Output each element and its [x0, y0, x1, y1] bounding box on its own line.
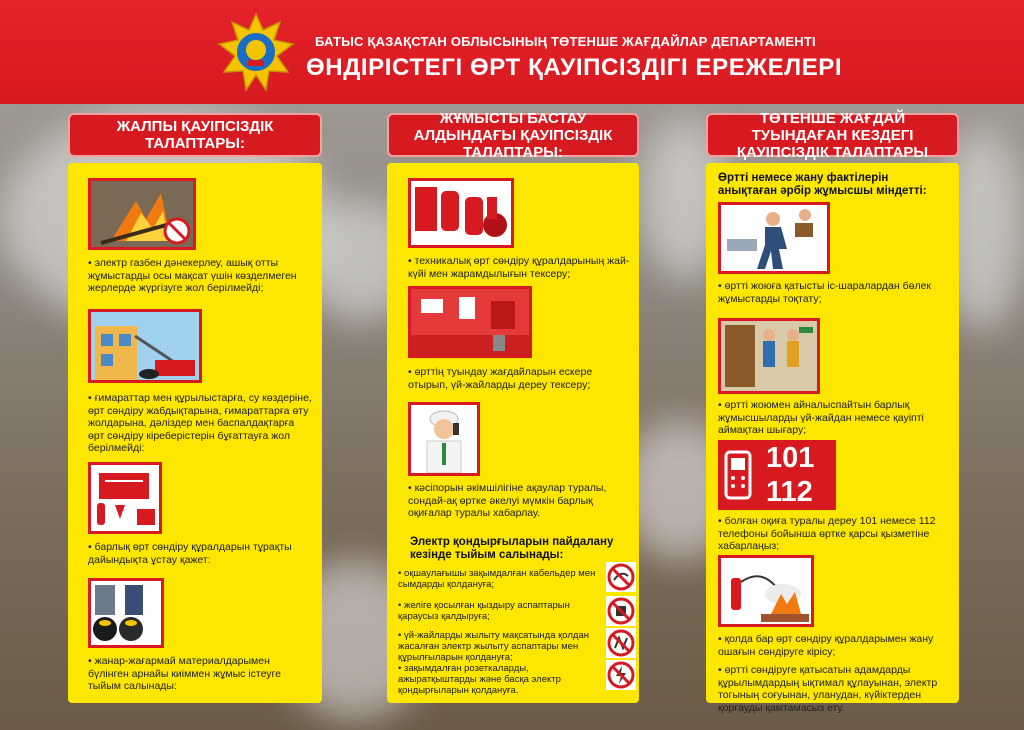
evacuation-icon	[718, 318, 820, 394]
phone-number-112: 112	[766, 476, 813, 508]
department-name: БАТЫС ҚАЗАҚСТАН ОБЛЫСЫНЫҢ ТӨТЕНШЕ ЖАҒДАЙЛАР ДЕПАРТАМЕНТІ	[315, 34, 816, 49]
column-title-before-work: ЖҰМЫСТЫ БАСТАУ АЛДЫНДАҒЫ ҚАУІПСІЗДІК ТАЛАПТАРЫ:	[387, 113, 639, 157]
prohibition-2: • желіге қосылған қыздыру аспаптарын қараусыз қалдыруға;	[398, 600, 570, 622]
page-title: ӨНДІРІСТЕГІ ӨРТ ҚАУІПСІЗДІГІ ЕРЕЖЕЛЕРІ	[306, 54, 843, 81]
emergency-rule-4: • қолда бар өрт сөндіру құралдарымен жану ошағын сөндіруге кірісу;	[718, 633, 934, 658]
phone-emergency-icon	[718, 440, 836, 510]
emergency-rule-1: • өртті жоюға қатысты іс-шаралардан бөлек жұмыстарды тоқтату;	[718, 280, 931, 305]
column-title-emergency: ТӨТЕНШЕ ЖАҒДАЙ ТУЫНДАҒАН КЕЗДЕГІ ҚАУІПСІЗДІК ТАЛАПТАРЫ	[706, 113, 959, 157]
fire-truck-ladder-icon	[88, 309, 202, 383]
phone-number-101: 101	[766, 442, 815, 474]
fire-equipment-stand-icon	[88, 462, 162, 534]
prohibition-4: • зақымдалған розеткаларды, ажыратқыштарды және басқа электр қондырғыларын қолдануға.	[398, 663, 561, 696]
before-work-rule-3: • кәсіпорын әкімшілігіне ақаулар туралы, сондай-ақ өртке әкелуі мүмкін барлық оқиғалар туралы хабарлау.	[408, 482, 607, 519]
header-banner	[0, 0, 1024, 104]
emergency-rule-2: • өртті жоюмен айналыспайтын барлық жұмысшыларды үй-жайдан немесе қауіпті аймақтан шығару;	[718, 399, 924, 436]
general-rule-4: • жанар-жағармай материалдарымен бүлінген арнайы киіммен жұмыс істеуге тыйым салынады:	[88, 655, 281, 692]
before-work-rule-2: • өрттің туындау жағдайларын ескере отырып, үй-жайларды дереу тексеру;	[408, 366, 593, 391]
column-title-general: ЖАЛПЫ ҚАУІПСІЗДІК ТАЛАПТАРЫ:	[68, 113, 322, 157]
before-work-rule-1: • техникалық өрт сөндіру құралдарының жай-күйі мен жарамдылығын тексеру;	[408, 255, 630, 280]
general-rule-2: • ғимараттар мен құрылыстарға, су көздеріне, өрт сөндіру жабдықтарына, ғимараттарға өту жолдарына, дәліздер мен баспалдақтарға өрт сөндіру кіреберістерін бұғаттауға жол берілмейді:	[88, 392, 312, 454]
emergency-emblem-icon	[216, 12, 296, 92]
fire-extinguishers-icon	[408, 178, 514, 248]
no-unattended-heater-icon	[606, 596, 636, 626]
no-faulty-socket-icon	[606, 660, 636, 690]
no-damaged-cable-icon	[606, 562, 636, 592]
extinguish-fire-icon	[718, 555, 814, 627]
fuel-barrels-workwear-icon	[88, 578, 164, 648]
engineer-phone-icon	[408, 402, 480, 476]
general-rule-1: • электр газбен дәнекерлеу, ашық отты жұмыстарды осы мақсат үшін көзделмеген жерлерде жүргізуге жол берілмейді;	[88, 257, 297, 294]
prohibition-heading: Электр қондырғыларын пайдалану кезінде тыйым салынады:	[410, 536, 614, 561]
prohibition-1: • оқшаулағышы зақымдалған кабельдер мен сымдарды қолдануға;	[398, 568, 596, 590]
campfire-prohibited-icon	[88, 178, 196, 250]
stop-work-icon	[718, 202, 830, 274]
emergency-intro: Өртті немесе жану фактілерін анықтаған әрбір жұмысшы міндетті:	[718, 172, 927, 197]
fire-alarm-room-icon	[408, 286, 532, 358]
general-rule-3: • барлық өрт сөндіру құралдарын тұрақты дайындықта ұстау қажет:	[88, 541, 292, 566]
prohibition-3: • үй-жайларды жылыту мақсатында қолдан жасалған электр жылыту аспаптары мен құрылғыларын қолдануға;	[398, 630, 589, 663]
emergency-rule-3: • болған оқиға туралы дереу 101 немесе 112 телефоны бойынша өртке қарсы қызметіне хабарлаңыз;	[718, 515, 936, 552]
no-homemade-heater-icon	[606, 628, 636, 658]
emergency-rule-5: • өртті сөндіруге қатысатын адамдарды құрылымдардың ықтимал құлауынан, электр тогының соғуынан, уланудан, күйіктерден қорғауды қамтамасыз ету.	[718, 664, 938, 714]
